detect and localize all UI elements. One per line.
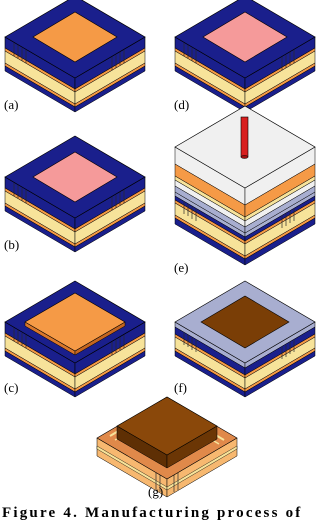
panel-b-label: (b): [4, 237, 20, 252]
figure-caption: Figure 4. Manufacturing process of: [2, 505, 303, 521]
panel-f-label: (f): [174, 380, 187, 395]
probe: [241, 117, 248, 157]
panel-c-diagram: [5, 281, 145, 397]
panel-d-label: (d): [174, 97, 190, 112]
panel-g-label: (g): [148, 484, 164, 499]
panel-a-label: (a): [4, 97, 19, 112]
panel-g-diagram: [97, 397, 237, 497]
panel-c-label: (c): [4, 380, 19, 395]
panel-a-diagram: [5, 0, 145, 112]
panel-d-diagram: [175, 0, 315, 112]
panel-e-diagram: [175, 106, 315, 265]
panel-e-label: (e): [174, 260, 189, 275]
panel-f-diagram: [175, 281, 315, 397]
panel-b-diagram: [5, 136, 145, 252]
